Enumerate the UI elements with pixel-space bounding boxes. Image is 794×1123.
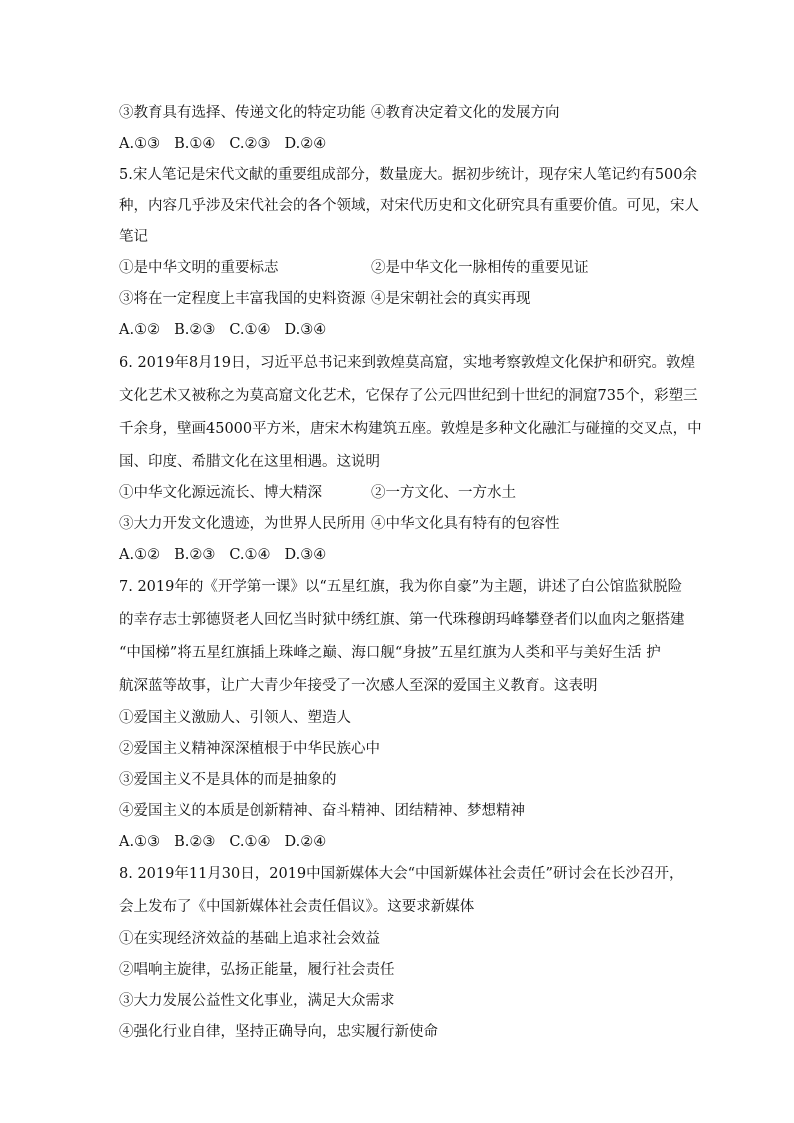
q7-stem-line: 7. 2019年的《开学第一课》以“五星红旗，我为你自豪”为主题，讲述了白公馆监狱脱险 <box>119 579 683 595</box>
q5-stem-line: 5.宋人笔记是宋代文献的重要组成部分，数量庞大。据初步统计，现存宋人笔记约有500余 <box>119 167 698 183</box>
q7-stem-line: 航深蓝等故事，让广大青少年接受了一次感人至深的爱国主义教育。这表明 <box>119 678 598 694</box>
q5-option-3: ③将在一定程度上丰富我国的史料资源 <box>119 291 366 307</box>
answer-d: D.②④ <box>284 834 327 850</box>
q8-option-3: ③大力发展公益性文化事业，满足大众需求 <box>119 993 395 1009</box>
answer-a: A.①③ <box>119 834 161 850</box>
q8-stem-line: 会上发布了《中国新媒体社会责任倡议》。这要求新媒体 <box>119 899 475 915</box>
q7-option-4: ④爱国主义的本质是创新精神、奋斗精神、团结精神、梦想精神 <box>119 803 525 819</box>
answer-b: B.②③ <box>174 547 216 563</box>
answer-c: C.①④ <box>229 322 271 338</box>
answer-c: C.①④ <box>229 834 271 850</box>
q7-stem-line: 的幸存志士郭德贤老人回忆当时狱中绣红旗、第一代珠穆朗玛峰攀登者们以血肉之躯搭建 <box>119 612 685 628</box>
q6-option-2: ②一方文化、一方水土 <box>371 485 516 501</box>
answer-b: B.②③ <box>174 322 216 338</box>
answer-a: A.①② <box>119 547 161 563</box>
q8-option-2: ②唱响主旋律，弘扬正能量，履行社会责任 <box>119 962 395 978</box>
q5-option-2: ②是中华文化一脉相传的重要见证 <box>371 260 589 276</box>
q4-option-4: ④教育决定着文化的发展方向 <box>371 105 560 121</box>
q5-option-4: ④是宋朝社会的真实再现 <box>371 291 531 307</box>
q6-answers <box>119 545 340 565</box>
q7-option-1: ①爱国主义激励人、引领人、塑造人 <box>119 710 351 726</box>
q6-stem-line: 文化艺术又被称之为莫高窟文化艺术，它保存了公元四世纪到十世纪的洞窟735个，彩塑三 <box>119 388 698 404</box>
q5-answers <box>119 320 340 340</box>
answer-d: D.③④ <box>284 322 327 338</box>
q6-option-1: ①中华文化源远流长、博大精深 <box>119 485 322 501</box>
q6-stem-line: 国、印度、希腊文化在这里相遇。这说明 <box>119 454 380 470</box>
answer-b: B.①④ <box>174 136 216 152</box>
q5-stem-line: 种，内容几乎涉及宋代社会的各个领域，对宋代历史和文化研究具有重要价值。可见，宋人 <box>119 198 699 214</box>
q4-answers <box>119 134 340 154</box>
answer-d: D.②④ <box>284 136 327 152</box>
q5-stem-line: 笔记 <box>119 229 148 245</box>
answer-b: B.②③ <box>174 834 216 850</box>
q8-option-1: ①在实现经济效益的基础上追求社会效益 <box>119 931 380 947</box>
q7-answers <box>119 832 340 852</box>
q7-stem-line: “中国梯”将五星红旗插上珠峰之巅、海口舰“身披”五星红旗为人类和平与美好生活 护 <box>119 645 661 661</box>
q6-stem-line: 6. 2019年8月19日，习近平总书记来到敦煌莫高窟，实地考察敦煌文化保护和研究。敦煌 <box>119 355 696 371</box>
q6-option-3: ③大力开发文化遗迹，为世界人民所用 <box>119 516 366 532</box>
answer-d: D.③④ <box>284 547 327 563</box>
q5-option-1: ①是中华文明的重要标志 <box>119 260 279 276</box>
q8-stem-line: 8. 2019年11月30日，2019中国新媒体大会“中国新媒体社会责任”研讨会在长沙召开， <box>119 866 684 882</box>
answer-a: A.①② <box>119 322 161 338</box>
answer-c: C.②③ <box>229 136 271 152</box>
answer-a: A.①③ <box>119 136 161 152</box>
answer-c: C.①④ <box>229 547 271 563</box>
q6-option-4: ④中华文化具有特有的包容性 <box>371 516 560 532</box>
q7-option-3: ③爱国主义不是具体的而是抽象的 <box>119 772 337 788</box>
q6-stem-line: 千余身，壁画45000平方米，唐宋木构建筑五座。敦煌是多种文化融汇与碰撞的交叉点，中 <box>119 421 702 437</box>
q7-option-2: ②爱国主义精神深深植根于中华民族心中 <box>119 741 380 757</box>
q8-option-4: ④强化行业自律，坚持正确导向，忠实履行新使命 <box>119 1024 438 1040</box>
q4-option-3: ③教育具有选择、传递文化的特定功能 <box>119 105 366 121</box>
